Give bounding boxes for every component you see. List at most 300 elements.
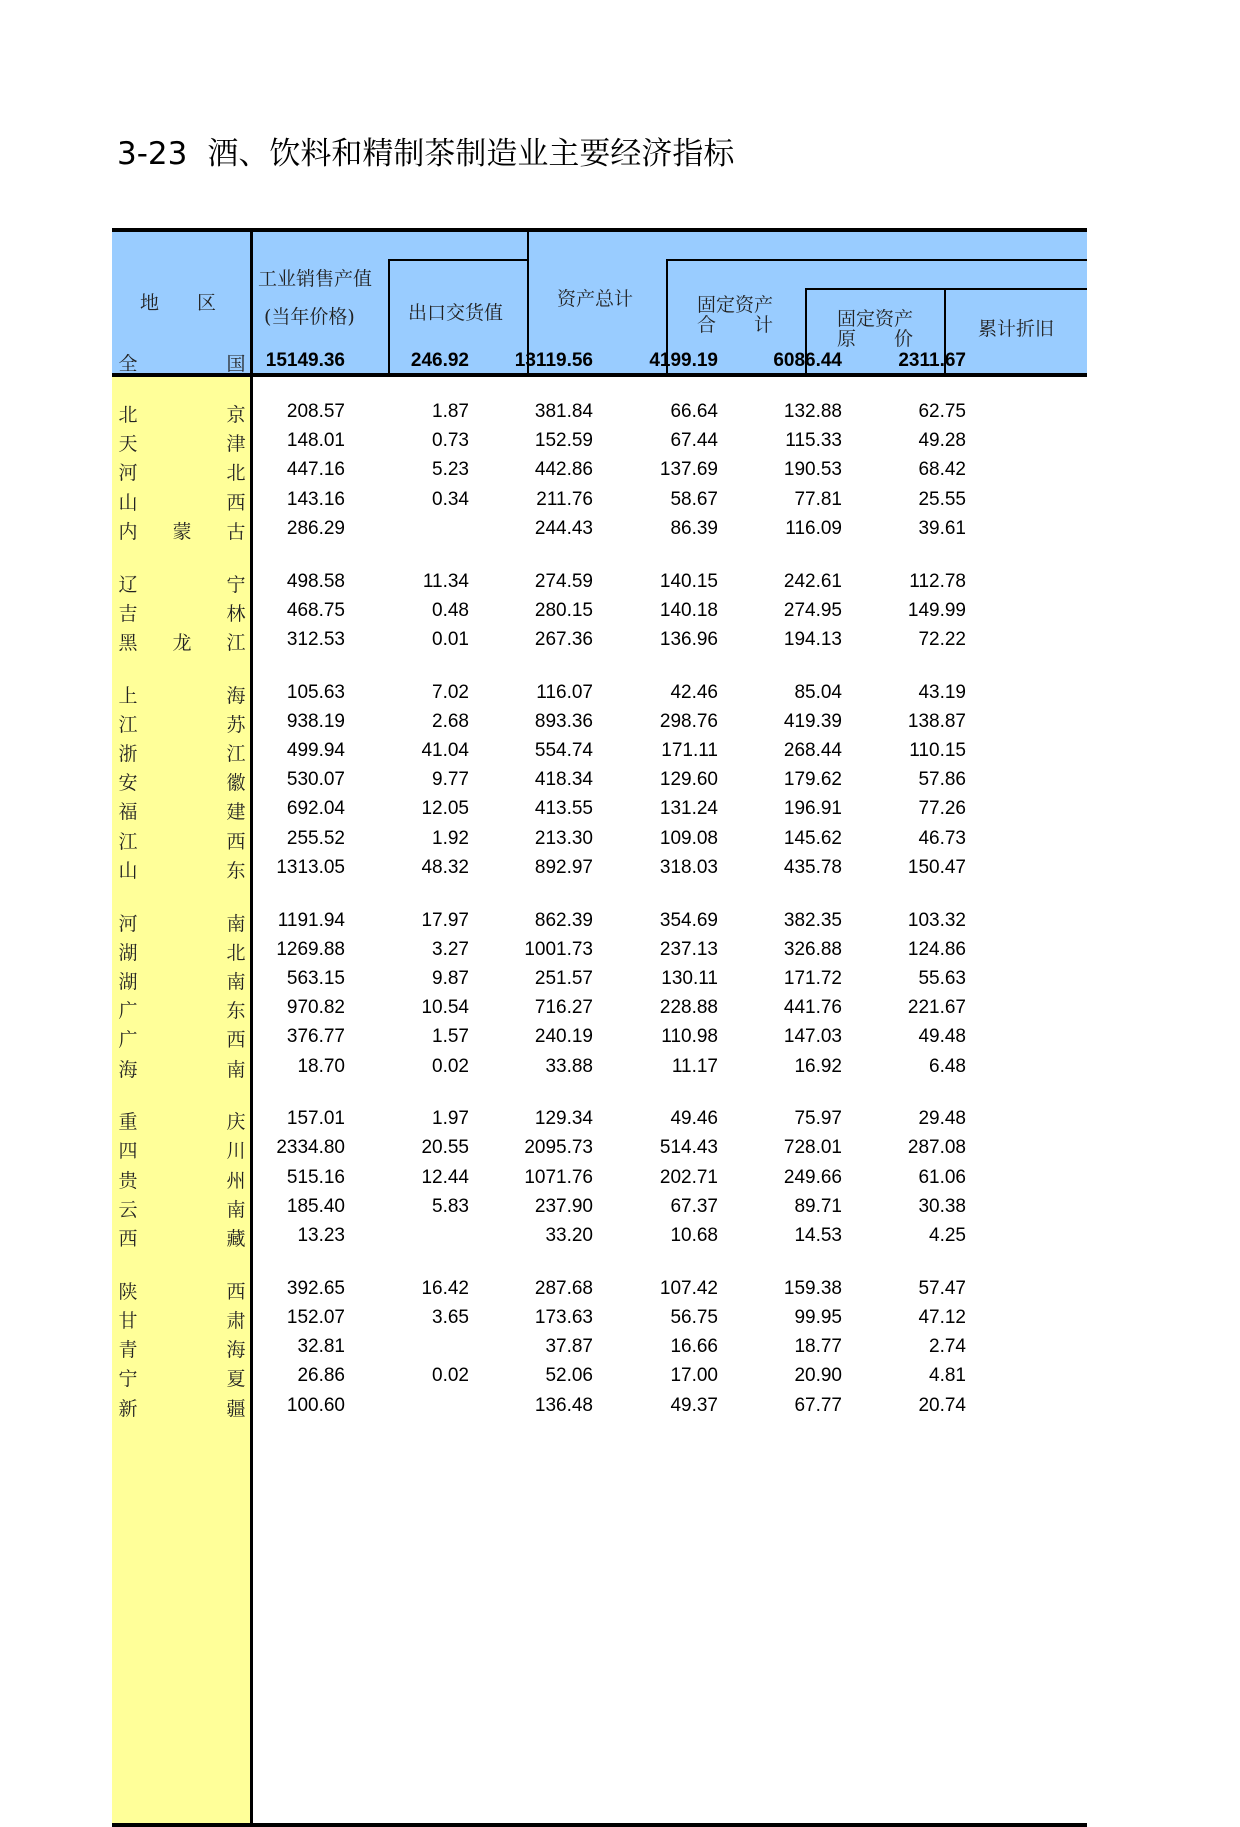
region-char: 北 [226,941,246,964]
cell-total-assets: 1001.73 [524,938,593,960]
cell-accumulated-depreciation: 25.55 [918,488,966,510]
region-char [171,996,193,1023]
table-row [112,967,1087,999]
cell-export-value: 10.54 [421,997,469,1019]
table-row [112,458,1087,490]
cell-export-value: 1.87 [432,401,469,422]
header-accumulated-depreciation: 累计折旧 [978,318,1055,340]
cell-fixed-assets-original: 194.13 [783,628,842,650]
cell-sales-value: 152.07 [286,1306,345,1328]
region-char [171,1195,193,1222]
cell-sales-value: 18.70 [297,1055,345,1077]
region-char: 古 [226,520,246,543]
cell-sales-value: 312.53 [286,628,345,650]
region-char [171,1055,193,1082]
region-char: 徽 [226,772,246,795]
cell-accumulated-depreciation: 124.86 [907,938,966,960]
region-char: 广 [118,1000,138,1023]
region-char: 龙 [172,631,192,654]
cell-fixed-assets-original: 6086.44 [773,350,842,371]
region-char: 南 [226,1198,246,1221]
table-title: 酒、饮料和精制茶制造业主要经济指标 [207,136,735,172]
cell-sales-value: 563.15 [286,967,345,989]
table-row [112,797,1087,829]
cell-fixed-assets-total: 202.71 [659,1166,718,1188]
region-char [171,1166,193,1193]
cell-total-assets: 418.34 [534,769,593,791]
cell-fixed-assets-total: 130.11 [661,967,718,989]
table-row [112,1025,1087,1057]
region-char: 吉 [118,602,138,625]
cell-export-value: 3.65 [432,1306,469,1328]
cell-accumulated-depreciation: 2311.67 [898,350,966,371]
region-char: 夏 [226,1368,246,1391]
cell-fixed-assets-original: 16.92 [794,1055,842,1077]
cell-fixed-assets-total: 131.24 [659,798,718,820]
region-char [171,909,193,936]
cell-fixed-assets-original: 77.81 [794,488,842,510]
cell-sales-value: 1313.05 [276,856,345,878]
region-char: 贵 [118,1169,138,1192]
cell-total-assets: 13119.56 [514,350,593,371]
cell-fixed-assets-original: 99.95 [794,1306,842,1328]
cell-sales-value: 498.58 [286,570,345,592]
header-fixed-assets-original-line2: 原 价 [837,328,914,350]
cell-fixed-assets-original: 20.90 [794,1365,842,1387]
region-char: 海 [226,684,246,707]
cell-export-value: 7.02 [432,681,469,703]
region-char: 西 [226,1029,246,1052]
cell-fixed-assets-original: 190.53 [783,459,842,481]
region-char [171,827,193,854]
cell-accumulated-depreciation: 47.12 [918,1306,966,1328]
cell-fixed-assets-original: 242.61 [783,570,842,592]
cell-fixed-assets-original: 14.53 [794,1225,842,1246]
cell-fixed-assets-total: 354.69 [659,909,718,931]
cell-fixed-assets-original: 89.71 [794,1195,842,1217]
cell-fixed-assets-original: 249.66 [783,1166,842,1188]
cell-fixed-assets-total: 49.37 [670,1394,718,1416]
cell-fixed-assets-total: 10.68 [670,1225,718,1246]
cell-fixed-assets-total: 140.18 [659,599,718,621]
table-bottom-rule [112,1823,1087,1827]
region-char: 内 [118,520,138,543]
region-char: 黑 [118,631,138,654]
cell-fixed-assets-total: 11.17 [671,1055,718,1077]
table-row [112,1195,1087,1227]
cell-fixed-assets-total: 66.64 [670,401,718,422]
cell-accumulated-depreciation: 287.08 [907,1137,966,1159]
cell-fixed-assets-total: 58.67 [670,488,718,510]
cell-fixed-assets-original: 435.78 [783,856,842,878]
cell-sales-value: 499.94 [286,740,345,761]
region-char: 山 [118,859,138,882]
cell-sales-value: 515.16 [286,1166,345,1188]
cell-fixed-assets-total: 56.75 [670,1306,718,1328]
cell-export-value: 3.27 [432,938,469,960]
cell-sales-value: 255.52 [286,827,345,849]
cell-fixed-assets-original: 75.97 [794,1108,842,1130]
cell-accumulated-depreciation: 61.06 [918,1166,966,1188]
table-row [112,1277,1087,1309]
region-char: 津 [226,433,246,456]
region-char: 安 [118,772,138,795]
region-char: 河 [118,462,138,485]
cell-total-assets: 413.55 [534,798,593,820]
region-char: 建 [226,801,246,824]
region-char: 海 [118,1058,138,1081]
table-row [112,599,1087,631]
cell-fixed-assets-total: 107.42 [659,1277,718,1299]
cell-fixed-assets-original: 67.77 [794,1394,842,1416]
cell-sales-value: 208.57 [286,401,345,422]
cell-accumulated-depreciation: 103.32 [907,909,966,931]
cell-accumulated-depreciation: 29.48 [918,1108,966,1130]
cell-sales-value: 970.82 [286,997,345,1019]
table-row [112,1364,1087,1396]
header-sales-value-line2: (当年价格) [264,306,355,328]
cell-export-value: 0.01 [432,628,469,650]
cell-fixed-assets-total: 318.03 [659,856,718,878]
region-char [171,1277,193,1304]
cell-accumulated-depreciation: 39.61 [918,517,966,539]
region-char: 州 [226,1169,246,1192]
cell-total-assets: 129.34 [534,1108,593,1130]
cell-fixed-assets-original: 115.33 [785,430,842,452]
cell-sales-value: 157.01 [286,1108,345,1130]
cell-accumulated-depreciation: 150.47 [907,856,966,878]
region-char: 湖 [118,970,138,993]
cell-sales-value: 692.04 [286,798,345,820]
cell-sales-value: 26.86 [297,1365,345,1387]
cell-total-assets: 442.86 [534,459,593,481]
region-char: 川 [226,1140,246,1163]
cell-fixed-assets-total: 171.11 [661,740,718,761]
table-row [112,400,1087,432]
region-char: 蒙 [172,520,192,543]
region-char: 苏 [226,713,246,736]
table-row [112,570,1087,602]
cell-accumulated-depreciation: 57.86 [918,769,966,791]
region-char: 宁 [226,573,246,596]
table-row [112,996,1087,1028]
region-char [171,938,193,965]
cell-fixed-assets-total: 228.88 [659,997,718,1019]
cell-fixed-assets-original: 326.88 [783,938,842,960]
cell-total-assets: 862.39 [534,909,593,931]
cell-sales-value: 15149.36 [265,350,345,371]
cell-fixed-assets-original: 728.01 [783,1137,842,1159]
region-char [171,488,193,515]
region-char: 上 [118,684,138,707]
region-char: 西 [226,491,246,514]
cell-total-assets: 136.48 [534,1394,593,1416]
cell-fixed-assets-total: 67.44 [670,430,718,452]
region-char: 福 [118,801,138,824]
cell-accumulated-depreciation: 221.67 [907,997,966,1019]
region-char [171,1335,193,1362]
region-char [171,797,193,824]
cell-sales-value: 185.40 [286,1195,345,1217]
table-row [112,628,1087,660]
cell-total-assets: 33.88 [545,1055,593,1077]
cell-fixed-assets-original: 274.95 [783,599,842,621]
region-char: 东 [226,859,246,882]
region-char: 南 [226,1058,246,1081]
region-char: 江 [118,713,138,736]
cell-fixed-assets-total: 140.15 [659,570,718,592]
cell-fixed-assets-total: 86.39 [670,517,718,539]
cell-accumulated-depreciation: 138.87 [907,710,966,732]
table-row-total [112,349,1087,381]
region-char [171,599,193,626]
cell-total-assets: 280.15 [534,599,593,621]
cell-fixed-assets-total: 67.37 [670,1195,718,1217]
cell-export-value: 9.87 [432,967,469,989]
region-char: 藏 [226,1228,246,1250]
cell-total-assets: 211.76 [536,488,593,510]
cell-fixed-assets-original: 441.76 [783,997,842,1019]
cell-export-value: 41.04 [421,740,469,761]
header-divider [805,288,1087,290]
cell-fixed-assets-original: 268.44 [783,740,842,761]
header-fixed-assets-total-line2: 合 计 [697,314,774,336]
region-char [171,349,193,376]
cell-export-value: 1.57 [432,1026,469,1048]
header-region: 地 区 [140,292,217,314]
cell-fixed-assets-total: 298.76 [659,710,718,732]
table-row [112,909,1087,941]
region-char [171,710,193,737]
region-char [171,1364,193,1391]
cell-fixed-assets-total: 137.69 [659,459,718,481]
cell-fixed-assets-total: 514.43 [659,1137,718,1159]
cell-fixed-assets-original: 116.09 [785,517,842,539]
region-char: 林 [226,602,246,625]
cell-export-value: 9.77 [432,769,469,791]
region-char [171,1394,193,1421]
cell-fixed-assets-original: 18.77 [794,1336,842,1358]
cell-fixed-assets-total: 110.98 [661,1026,718,1048]
cell-export-value: 1.92 [432,827,469,849]
table-row [112,710,1087,742]
cell-fixed-assets-total: 109.08 [659,827,718,849]
region-char [171,1224,193,1251]
region-char [171,1107,193,1134]
cell-total-assets: 381.84 [534,401,593,422]
cell-accumulated-depreciation: 57.47 [918,1277,966,1299]
header-fixed-assets-original-line1: 固定资产 [837,308,914,330]
cell-export-value: 0.73 [432,430,469,452]
table-row [112,1055,1087,1087]
cell-export-value: 246.92 [410,350,469,371]
cell-total-assets: 213.30 [534,827,593,849]
cell-accumulated-depreciation: 46.73 [918,827,966,849]
header-divider [666,259,1087,261]
cell-total-assets: 892.97 [534,856,593,878]
region-char: 国 [226,353,246,375]
table-row [112,1335,1087,1367]
cell-total-assets: 274.59 [534,570,593,592]
cell-export-value: 11.34 [422,570,469,592]
region-char [171,1136,193,1163]
cell-sales-value: 105.63 [286,681,345,703]
cell-fixed-assets-total: 129.60 [659,769,718,791]
region-char: 东 [226,1000,246,1023]
cell-sales-value: 148.01 [286,430,345,452]
table-row [112,1166,1087,1198]
region-char: 北 [118,404,138,426]
cell-total-assets: 33.20 [545,1225,593,1246]
cell-total-assets: 1071.76 [524,1166,593,1188]
cell-sales-value: 1269.88 [276,938,345,960]
region-char: 陕 [118,1280,138,1303]
cell-fixed-assets-total: 17.00 [670,1365,718,1387]
cell-accumulated-depreciation: 149.99 [907,599,966,621]
cell-accumulated-depreciation: 110.15 [909,740,966,761]
cell-export-value: 0.48 [432,599,469,621]
cell-fixed-assets-original: 159.38 [783,1277,842,1299]
table-row [112,1136,1087,1168]
cell-total-assets: 152.59 [534,430,593,452]
table-row [112,517,1087,549]
cell-sales-value: 447.16 [286,459,345,481]
cell-export-value: 48.32 [421,856,469,878]
table-row [112,739,1087,771]
region-char: 天 [118,433,138,456]
cell-export-value: 16.42 [421,1277,469,1299]
cell-total-assets: 554.74 [534,740,593,761]
region-char: 辽 [118,573,138,596]
region-char [171,400,193,427]
region-char: 重 [118,1111,138,1134]
region-char: 西 [226,1280,246,1303]
region-char: 云 [118,1198,138,1221]
header-total-assets: 资产总计 [557,288,634,310]
region-char: 河 [118,912,138,935]
cell-accumulated-depreciation: 68.42 [918,459,966,481]
cell-fixed-assets-original: 419.39 [783,710,842,732]
cell-total-assets: 116.07 [536,681,593,703]
region-char [171,1306,193,1333]
cell-fixed-assets-original: 132.88 [783,401,842,422]
cell-fixed-assets-total: 136.96 [659,628,718,650]
cell-export-value: 0.34 [432,488,469,510]
cell-sales-value: 376.77 [286,1026,345,1048]
cell-total-assets: 237.90 [534,1195,593,1217]
region-char: 四 [118,1140,138,1163]
region-char [171,570,193,597]
region-char: 山 [118,491,138,514]
cell-fixed-assets-total: 4199.19 [649,350,718,371]
cell-export-value: 1.97 [432,1108,469,1130]
header-divider [388,259,529,261]
cell-accumulated-depreciation: 2.74 [929,1336,966,1358]
region-char: 京 [226,404,246,426]
header-export-value: 出口交货值 [408,302,504,324]
cell-accumulated-depreciation: 55.63 [918,967,966,989]
region-char: 西 [118,1228,138,1250]
cell-sales-value: 2334.80 [276,1137,345,1159]
region-char [171,967,193,994]
cell-sales-value: 13.23 [297,1225,345,1246]
header-fixed-assets-total-line1: 固定资产 [697,294,774,316]
cell-fixed-assets-total: 49.46 [670,1108,718,1130]
region-char: 湖 [118,941,138,964]
table-row [112,827,1087,859]
region-char: 江 [226,631,246,654]
region-char [171,681,193,708]
cell-accumulated-depreciation: 43.19 [918,681,966,703]
table-row [112,1107,1087,1139]
region-char [171,1025,193,1052]
cell-sales-value: 1191.94 [277,909,345,931]
table-row [112,1306,1087,1338]
cell-fixed-assets-original: 85.04 [794,681,842,703]
region-char: 新 [118,1397,138,1420]
cell-accumulated-depreciation: 30.38 [918,1195,966,1217]
table-row [112,681,1087,713]
cell-accumulated-depreciation: 6.48 [929,1055,966,1077]
cell-accumulated-depreciation: 4.25 [929,1225,966,1246]
region-char: 海 [226,1339,246,1362]
region-char [171,739,193,766]
cell-sales-value: 143.16 [286,488,345,510]
region-char: 疆 [226,1397,246,1420]
cell-sales-value: 286.29 [286,517,345,539]
cell-fixed-assets-original: 382.35 [783,909,842,931]
region-char: 青 [118,1339,138,1362]
table-row [112,1224,1087,1256]
region-char: 甘 [118,1309,138,1332]
cell-export-value: 2.68 [432,710,469,732]
table-number: 3-23 [117,136,188,172]
region-char: 江 [118,830,138,853]
region-char: 肃 [226,1309,246,1332]
cell-sales-value: 530.07 [286,769,345,791]
cell-fixed-assets-total: 42.46 [670,681,718,703]
cell-export-value: 17.97 [421,909,469,931]
cell-total-assets: 251.57 [534,967,593,989]
cell-export-value: 0.02 [432,1365,469,1387]
region-char: 南 [226,970,246,993]
cell-accumulated-depreciation: 20.74 [918,1394,966,1416]
cell-sales-value: 468.75 [286,599,345,621]
cell-fixed-assets-original: 196.91 [783,798,842,820]
cell-fixed-assets-original: 147.03 [783,1026,842,1048]
region-char [171,856,193,883]
region-char: 南 [226,912,246,935]
cell-export-value: 12.44 [421,1166,469,1188]
cell-export-value: 5.83 [432,1195,469,1217]
cell-accumulated-depreciation: 77.26 [918,798,966,820]
region-char [171,458,193,485]
cell-total-assets: 244.43 [534,517,593,539]
cell-export-value: 12.05 [421,798,469,820]
cell-export-value: 5.23 [432,459,469,481]
header-sales-value-line1: 工业销售产值 [258,268,373,290]
cell-total-assets: 893.36 [534,710,593,732]
region-char: 庆 [226,1111,246,1134]
cell-fixed-assets-original: 145.62 [783,827,842,849]
cell-sales-value: 392.65 [286,1277,345,1299]
region-char: 北 [226,462,246,485]
table-row [112,488,1087,520]
cell-accumulated-depreciation: 4.81 [929,1365,966,1387]
table-row [112,1394,1087,1426]
cell-accumulated-depreciation: 72.22 [918,628,966,650]
cell-sales-value: 32.81 [297,1336,345,1358]
